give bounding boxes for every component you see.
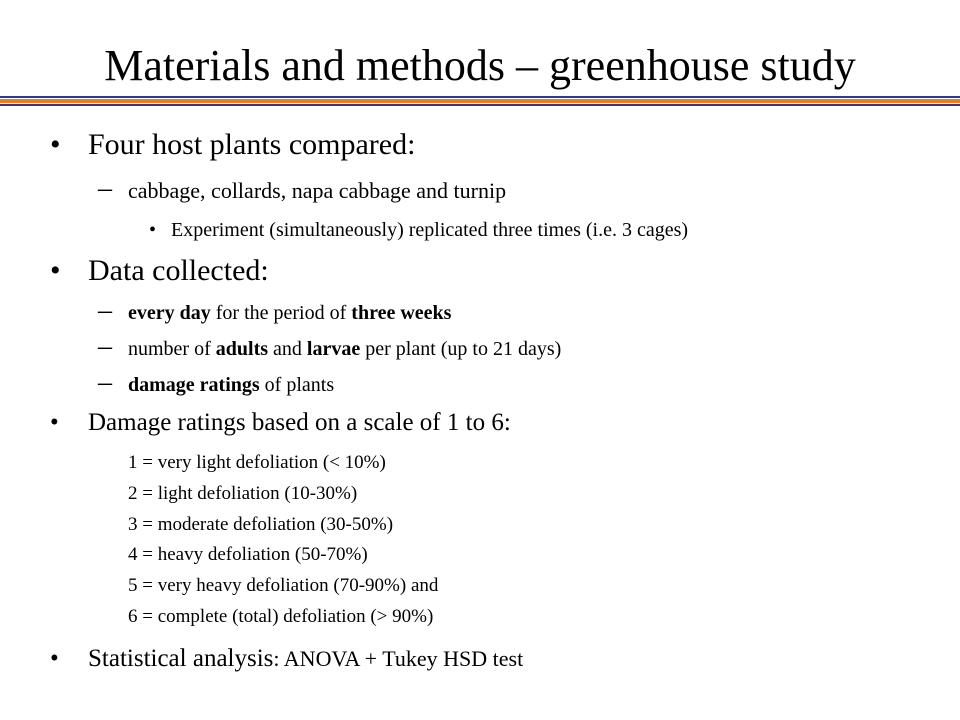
bold-every-day: every day <box>128 302 211 324</box>
bullet-text: Damage ratings based on a scale of 1 to 6: <box>88 409 511 436</box>
bullet-marker: • <box>50 128 61 161</box>
bold-damage-ratings: damage ratings <box>128 374 260 396</box>
text-period: for the period of <box>210 302 352 324</box>
slide-title: Materials and methods – greenhouse study <box>104 41 856 90</box>
bullet-text: Four host plants compared: <box>88 128 416 161</box>
scale-item-3: 3 = moderate defoliation (30-50%) <box>128 514 394 535</box>
text-statistical-analysis: Statistical analysis <box>88 645 274 672</box>
scale-item-1: 1 = very light defoliation (< 10%) <box>128 452 386 473</box>
dash-marker: – <box>98 331 112 362</box>
sub-sub-bullet-text: Experiment (simultaneously) replicated three times (i.e. 3 cages) <box>171 219 689 241</box>
bold-three-weeks: three weeks <box>351 302 452 324</box>
title-rule-middle <box>0 99 960 103</box>
text-per-plant: per plant (up to 21 days) <box>360 338 562 360</box>
dash-marker: – <box>98 367 112 398</box>
scale-item-4: 4 = heavy defoliation (50-70%) <box>128 544 368 565</box>
text-and: and <box>268 338 307 360</box>
bullet-text: Data collected: <box>88 254 269 287</box>
scale-item-5: 5 = very heavy defoliation (70-90%) and <box>128 575 439 596</box>
dash-marker: – <box>98 173 112 204</box>
dash-marker: – <box>98 295 112 326</box>
bullet-marker: • <box>50 409 59 436</box>
bold-adults: adults <box>215 338 269 360</box>
bold-larvae: larvae <box>306 338 361 360</box>
sub-bullet-text: cabbage, collards, napa cabbage and turnip <box>128 178 507 203</box>
scale-item-6: 6 = complete (total) defoliation (> 90%) <box>128 606 434 627</box>
text-anova-tukey: : ANOVA + Tukey HSD test <box>273 646 524 671</box>
title-rule-bottom <box>0 104 960 106</box>
bullet-marker: • <box>50 645 59 672</box>
bullet-marker: • <box>50 254 61 287</box>
text-number-of: number of <box>128 338 216 360</box>
scale-item-2: 2 = light defoliation (10-30%) <box>128 483 358 504</box>
text-of-plants: of plants <box>259 374 335 396</box>
title-rule-top <box>0 96 960 98</box>
bullet-marker: • <box>149 219 157 241</box>
